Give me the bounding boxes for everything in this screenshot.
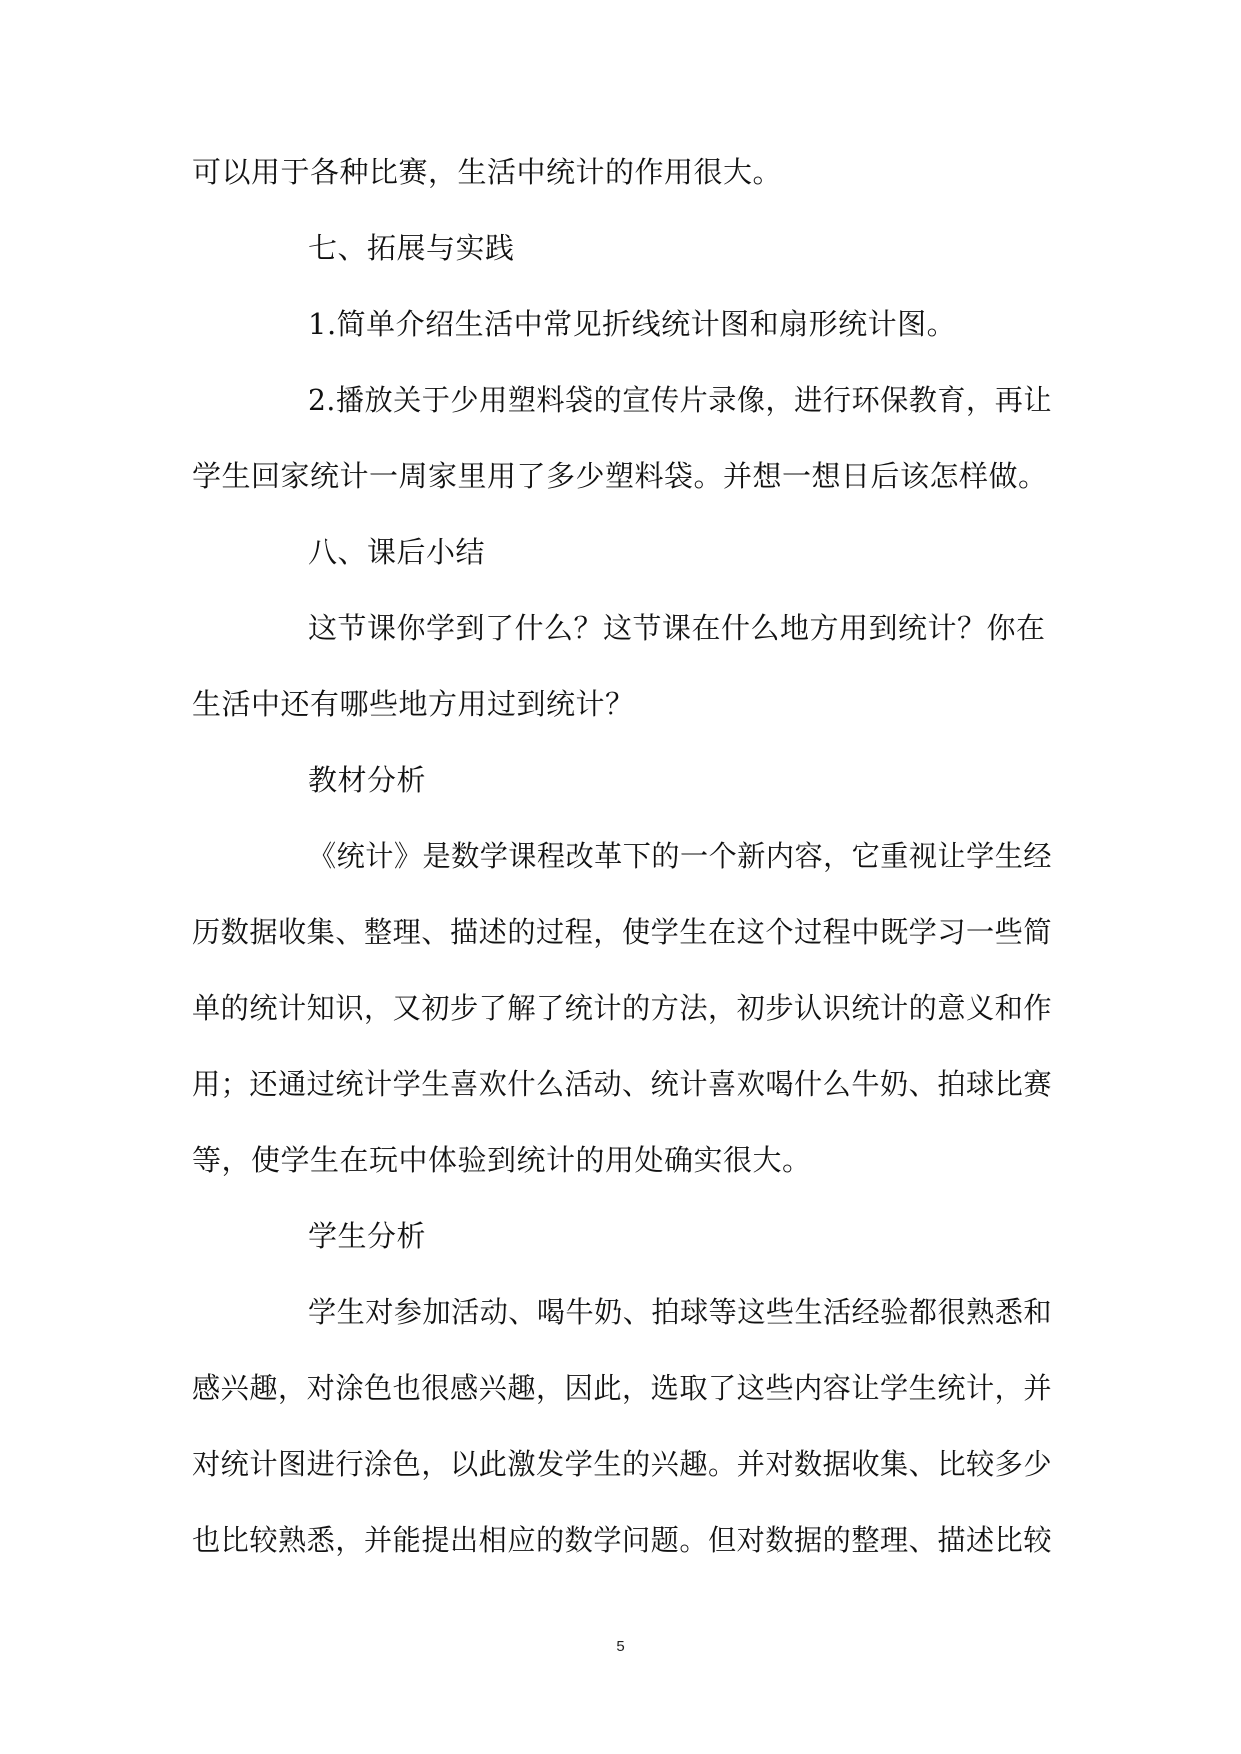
list-item-1: 1.简单介绍生活中常见折线统计图和扇形统计图。 — [308, 307, 957, 341]
body-text-line: 生活中还有哪些地方用过到统计？ — [192, 687, 635, 721]
body-text-line: 也比较熟悉，并能提出相应的数学问题。但对数据的整理、描述比较 — [192, 1523, 1052, 1557]
body-text-line: 这节课你学到了什么？这节课在什么地方用到统计？你在 — [308, 611, 1046, 645]
list-item-2: 2.播放关于少用塑料袋的宣传片录像，进行环保教育，再让 — [308, 383, 1052, 417]
body-text-line: 感兴趣，对涂色也很感兴趣，因此，选取了这些内容让学生统计，并 — [192, 1371, 1052, 1405]
body-text-line: 等，使学生在玩中体验到统计的用处确实很大。 — [192, 1143, 812, 1177]
body-text-line: 《统计》是数学课程改革下的一个新内容，它重视让学生经 — [308, 839, 1052, 873]
section-heading-summary: 八、课后小结 — [308, 535, 486, 569]
body-text-line: 用；还通过统计学生喜欢什么活动、统计喜欢喝什么牛奶、拍球比赛 — [192, 1067, 1052, 1101]
body-text-line: 可以用于各种比赛，生活中统计的作用很大。 — [192, 155, 783, 189]
body-text-line: 学生对参加活动、喝牛奶、拍球等这些生活经验都很熟悉和 — [308, 1295, 1052, 1329]
section-heading-extension-practice: 七、拓展与实践 — [308, 231, 515, 265]
body-text-line: 单的统计知识，又初步了解了统计的方法，初步认识统计的意义和作 — [192, 991, 1052, 1025]
body-text-line: 历数据收集、整理、描述的过程，使学生在这个过程中既学习一些简 — [192, 915, 1052, 949]
section-heading-textbook-analysis: 教材分析 — [308, 763, 427, 797]
body-text-line: 学生回家统计一周家里用了多少塑料袋。并想一想日后该怎样做。 — [192, 459, 1048, 493]
body-text-line: 对统计图进行涂色，以此激发学生的兴趣。并对数据收集、比较多少 — [192, 1447, 1052, 1481]
page-number: 5 — [616, 1638, 625, 1655]
section-heading-student-analysis: 学生分析 — [308, 1219, 427, 1253]
